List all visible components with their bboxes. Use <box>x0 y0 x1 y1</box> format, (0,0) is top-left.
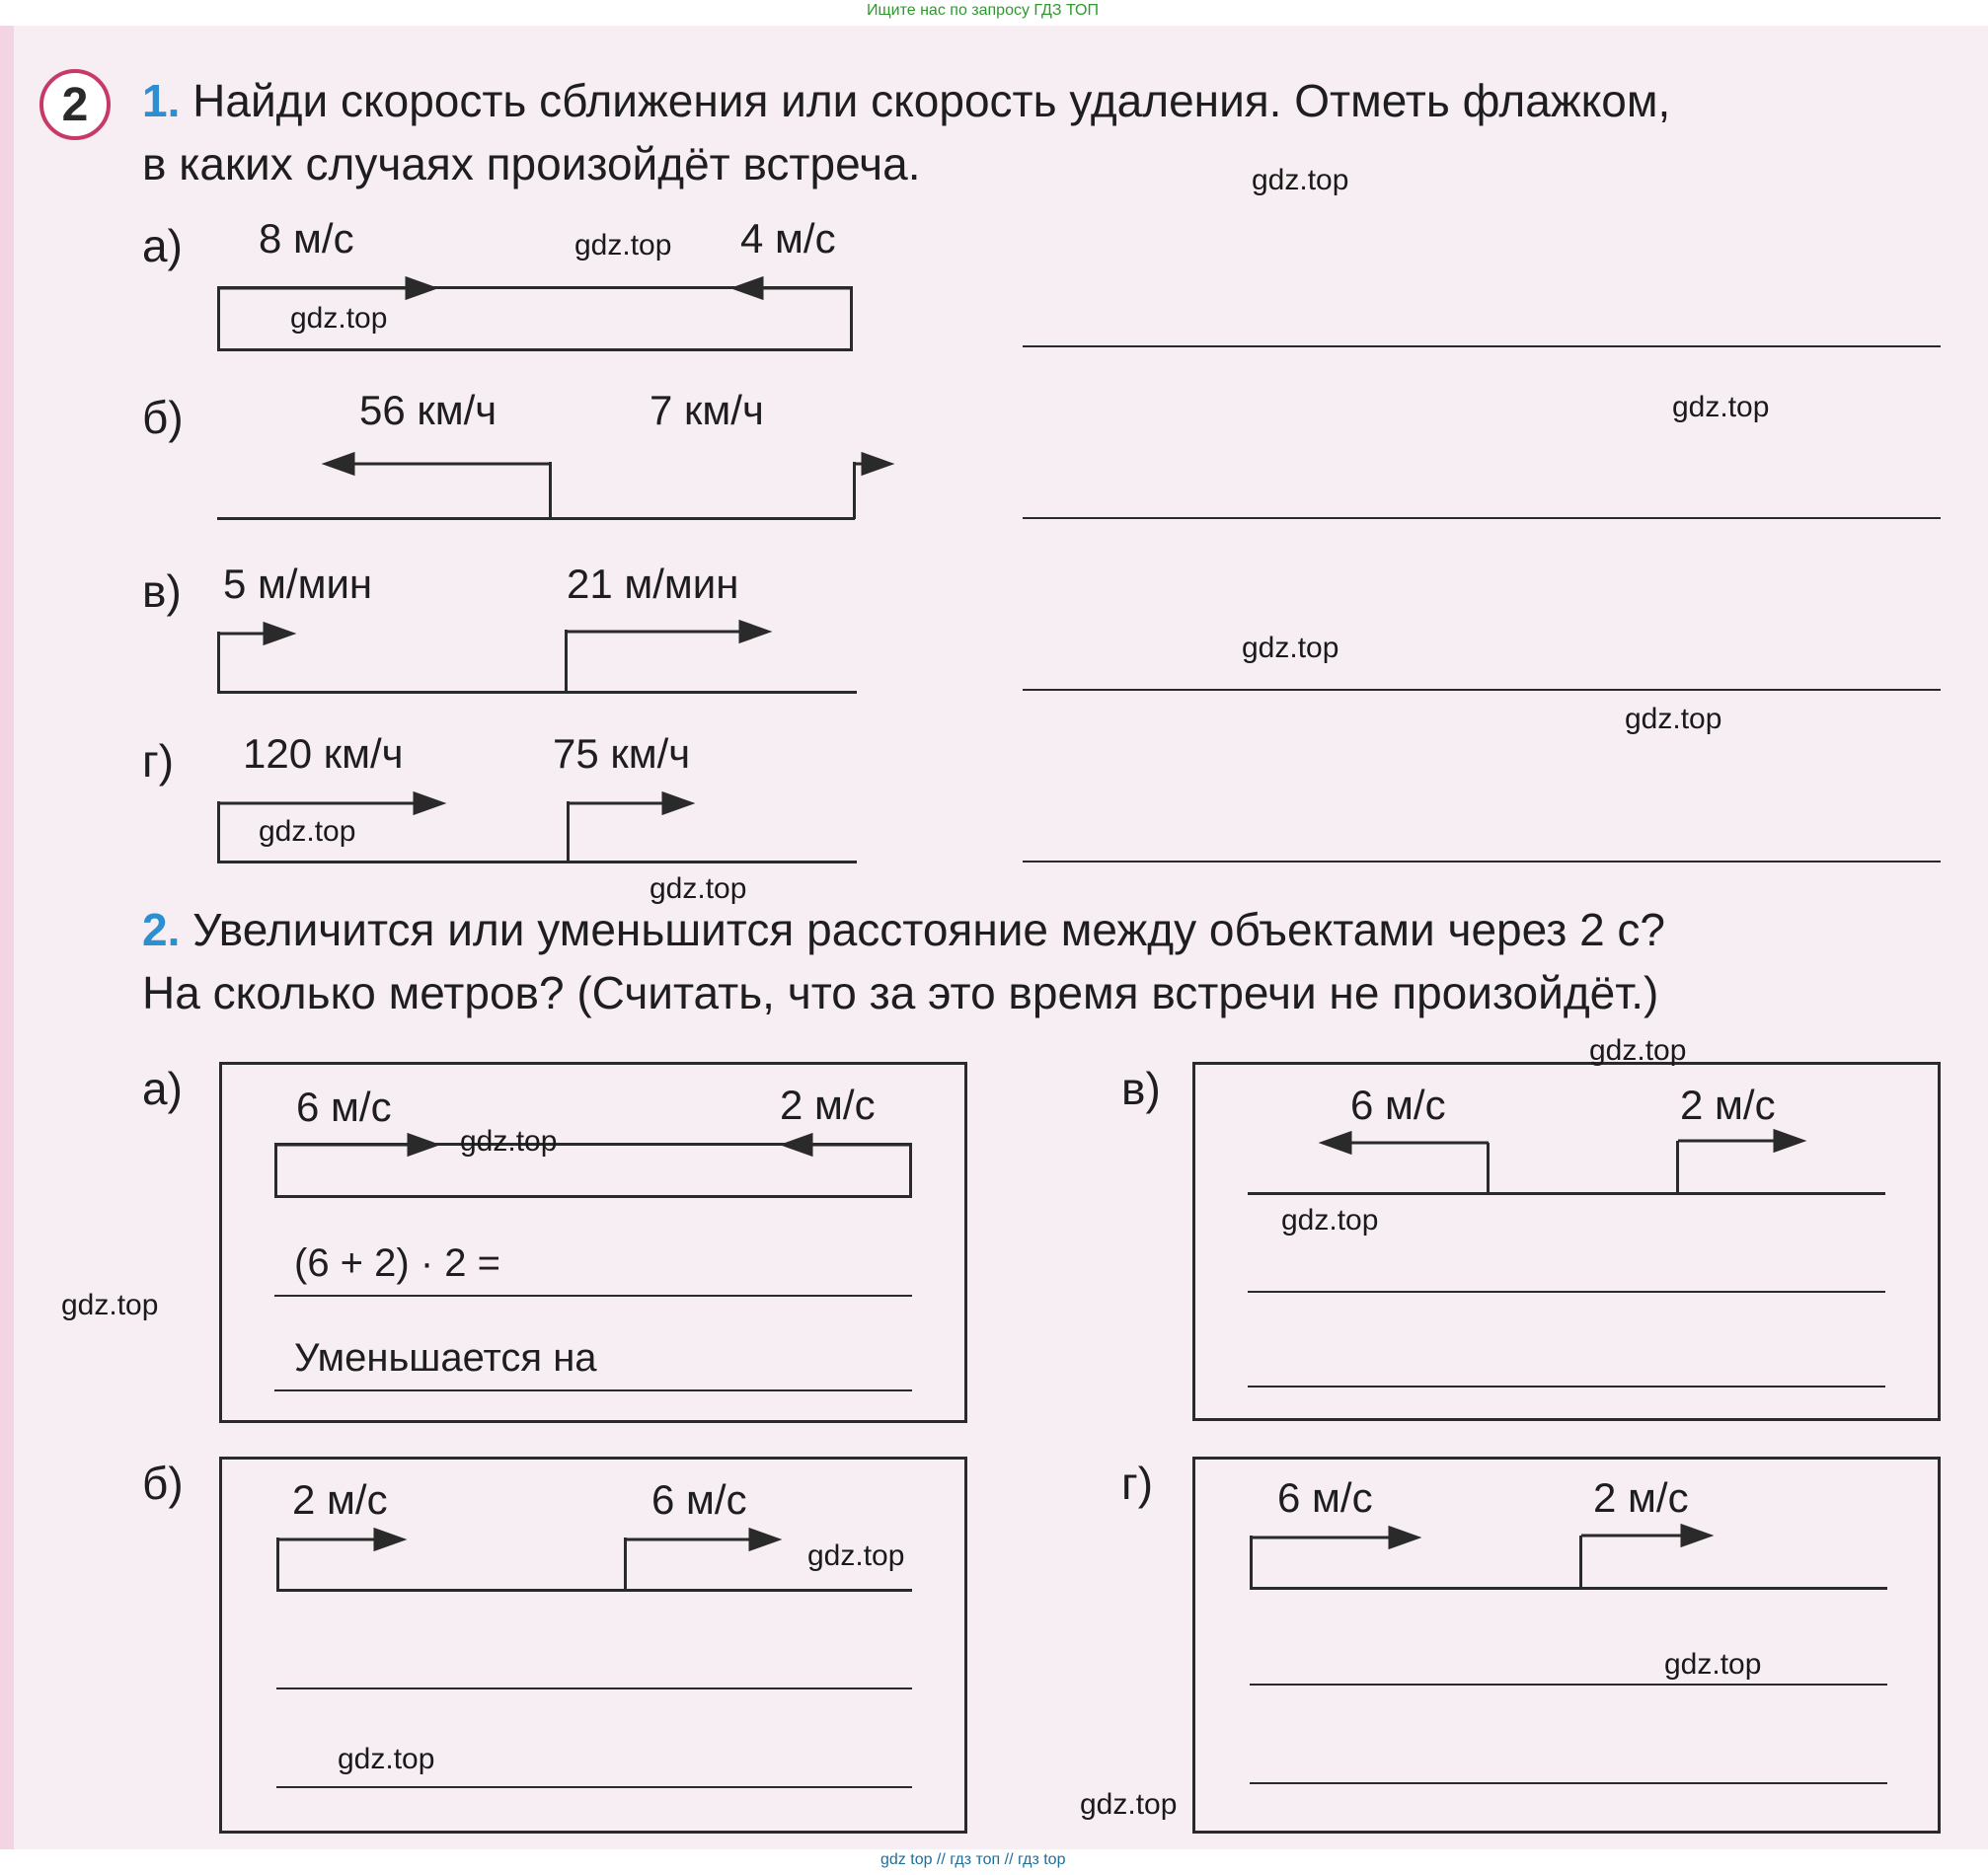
q2v-speed-right: 2 м/с <box>1680 1082 1776 1128</box>
watermark: gdz.top <box>1664 1648 1762 1681</box>
header-notice: Ищите нас по запросу ГДЗ ТОП <box>867 2 1099 19</box>
watermark: gdz.top <box>61 1289 159 1321</box>
watermark: gdz.top <box>290 302 388 335</box>
q1g-arrow-right-2-icon <box>569 793 691 813</box>
q1g-label: г) <box>142 735 175 787</box>
q1b-arrow-right-icon <box>855 454 890 474</box>
watermark: gdz.top <box>1589 1034 1687 1067</box>
q2v-arrow-left-icon <box>1323 1133 1489 1153</box>
watermark: gdz.top <box>807 1539 905 1572</box>
q1a-label: а) <box>142 220 183 271</box>
q2g-arrow-right-2-icon <box>1581 1526 1710 1545</box>
q1b-label: б) <box>142 392 184 443</box>
q2b-label: б) <box>142 1458 184 1509</box>
q1v-arrow-right-icon <box>219 624 292 643</box>
q1g-arrow-right-icon <box>219 793 442 813</box>
q2a-arrow-right-icon <box>276 1135 436 1155</box>
watermark: gdz.top <box>1281 1204 1379 1237</box>
watermark: gdz.top <box>574 229 672 262</box>
q2v-label: в) <box>1121 1063 1161 1114</box>
q2-text-line1: Увеличится или уменьшится расстояние между объектами через 2 с? <box>192 904 1666 955</box>
q2g-arrow-right-icon <box>1252 1528 1417 1547</box>
q2-text-line2: На сколько метров? (Считать, что за это время встречи не произойдёт.) <box>142 967 1659 1018</box>
q2g-label: г) <box>1121 1458 1154 1509</box>
q2b-arrow-right-2-icon <box>626 1530 778 1549</box>
q2v-speed-left: 6 м/с <box>1350 1082 1446 1128</box>
q2a-label: а) <box>142 1063 183 1114</box>
watermark: gdz.top <box>1625 703 1722 735</box>
q1v-speed-left: 5 м/мин <box>223 561 373 607</box>
q2b-speed-left: 2 м/с <box>292 1476 388 1523</box>
q1v-label: в) <box>142 565 182 617</box>
q2b-speed-right: 6 м/с <box>651 1476 747 1523</box>
watermark: gdz.top <box>1252 164 1349 196</box>
q1a-speed-right: 4 м/с <box>740 215 836 262</box>
q1g-speed-right: 75 км/ч <box>553 730 691 777</box>
q1a-speed-left: 8 м/с <box>259 215 354 262</box>
q1b-speed-left: 56 км/ч <box>359 387 497 433</box>
q2a-speed-right: 2 м/с <box>780 1082 876 1128</box>
q1-text-line2: в каких случаях произойдёт встреча. <box>142 138 921 189</box>
q2a-conclusion: Уменьшается на <box>294 1336 597 1380</box>
q1b-arrow-left-icon <box>326 454 551 474</box>
q2v-arrow-right-icon <box>1678 1131 1802 1151</box>
q1-text-line1: Найди скорость сближения или скорость удаления. Отметь флажком, <box>192 75 1671 126</box>
watermark: gdz.top <box>460 1125 558 1158</box>
q1v-arrow-right-2-icon <box>567 622 768 641</box>
q2-number: 2. <box>142 904 181 955</box>
q1-number: 1. <box>142 75 181 126</box>
watermark: gdz.top <box>1080 1788 1178 1821</box>
q1a-arrow-left-icon <box>734 278 851 298</box>
q1v-speed-right: 21 м/мин <box>567 561 739 607</box>
q2b-arrow-right-icon <box>278 1530 403 1549</box>
watermark: gdz.top <box>650 872 747 905</box>
q2g-speed-left: 6 м/с <box>1277 1474 1373 1521</box>
q1b-speed-right: 7 км/ч <box>650 387 764 433</box>
q1a-arrow-right-icon <box>219 278 434 298</box>
watermark: gdz.top <box>1672 391 1770 423</box>
footer-text: gdz top // гдз топ // гдз top <box>880 1851 1066 1868</box>
q2a-arrow-left-icon <box>784 1135 910 1155</box>
q2a-speed-left: 6 м/с <box>296 1084 392 1130</box>
watermark: gdz.top <box>338 1743 435 1775</box>
q2a-expression: (6 + 2) · 2 = <box>294 1241 500 1285</box>
task-number-badge: 2 <box>39 69 111 140</box>
watermark: gdz.top <box>259 815 356 848</box>
q2g-speed-right: 2 м/с <box>1593 1474 1689 1521</box>
watermark: gdz.top <box>1242 632 1339 664</box>
q1g-speed-left: 120 км/ч <box>243 730 404 777</box>
